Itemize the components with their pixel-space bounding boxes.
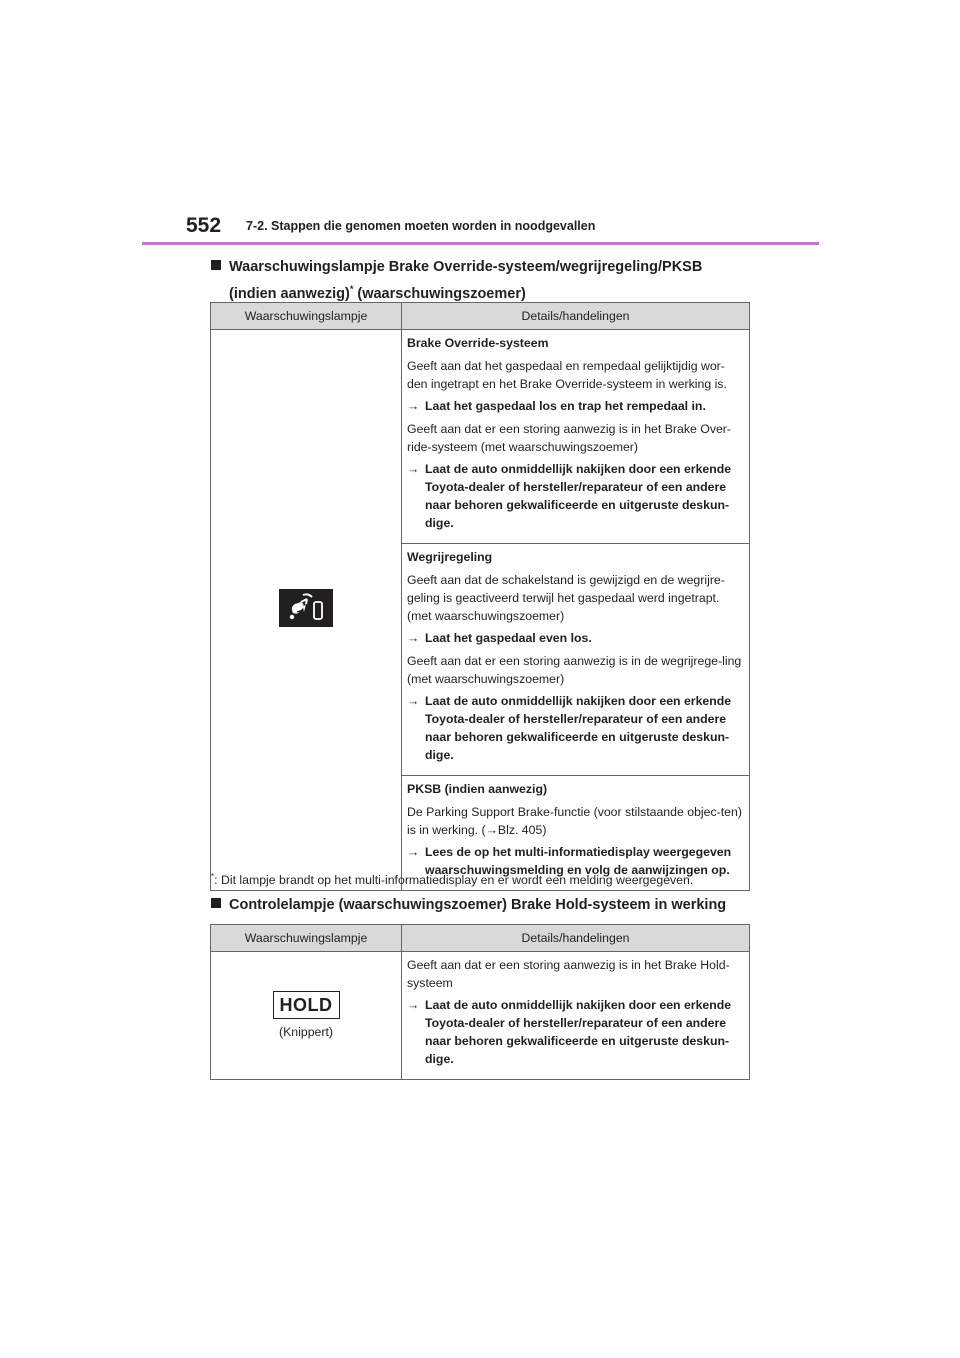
col-header-lamp: Waarschuwingslampje: [211, 303, 402, 330]
warning-table-1: [210, 302, 750, 891]
section-title-2: Controlelampje (waarschuwingszoemer) Brake Hold-systeem in werking: [211, 894, 726, 916]
page-reference-link[interactable]: Blz. 405): [497, 823, 547, 837]
warning-table-2: [210, 924, 750, 1080]
lamp-cell: [211, 952, 402, 1080]
details-wegrijregeling: Wegrijregeling Geeft aan dat de schakelstand is gewijzigd en de wegrijre-geling is geactiveerd terwijl het gaspedaal werd ingetrapt. (met waarschuwingszoemer) → Laat het gaspedaal even los. Geeft aan dat er een storing aanwezig is in de wegrijrege-ling (met waarschuwingszoemer) → Laat de auto onmiddellijk nakijken door een erkende Toyota-dealer of hersteller/reparateur of een andere naar behoren gekwalificeerde en uitgeruste deskun-dige.: [402, 544, 750, 776]
brake-hold-indicator-icon: HOLD: [273, 991, 340, 1019]
section-title-1: Waarschuwingslampje Brake Override-systeem/wegrijregeling/PKSB (indien aanwezig)* (waarschuwingszoemer): [211, 256, 702, 305]
bullet-square-icon: [211, 898, 221, 908]
brake-override-warning-icon: [279, 589, 333, 627]
col-header-details: Details/handelingen: [402, 925, 750, 952]
arrow-icon: →: [407, 845, 420, 859]
details-brake-override: Brake Override-systeem Geeft aan dat het gaspedaal en rempedaal gelijktijdig wor-den ingetrapt en het Brake Override-systeem in werking is. → Laat het gaspedaal los en trap het rempedaal in. Geeft aan dat er een storing aanwezig is in het Brake Over-ride-systeem (met waarschuwingszoemer) → Laat de auto onmiddellijk nakijken door een erkende Toyota-dealer of hersteller/reparateur of een andere naar behoren gekwalificeerde en uitgeruste deskun-dige.: [402, 330, 750, 544]
lamp-cell: [211, 330, 402, 891]
details-pksb: PKSB (indien aanwezig) De Parking Support Brake-functie (voor stilstaande objec-ten) is in werking. (→Blz. 405) → Lees de op het multi-informatiedisplay weergegeven waarschuwingsmelding en volg de aanwijzingen op.: [402, 776, 750, 891]
arrow-icon: →: [407, 694, 420, 708]
header-rule: [142, 242, 819, 245]
arrow-icon: →: [407, 399, 420, 413]
details-brake-hold: Geeft aan dat er een storing aanwezig is in het Brake Hold-systeem → Laat de auto onmiddellijk nakijken door een erkende Toyota-dealer of hersteller/reparateur of een andere naar behoren gekwalificeerde en uitgeruste deskun-dige.: [402, 952, 750, 1080]
col-header-details: Details/handelingen: [402, 303, 750, 330]
arrow-icon: →: [407, 631, 420, 645]
page-number: 552: [186, 214, 222, 237]
footnote: *: Dit lampje brandt op het multi-informatiedisplay en er wordt een melding weergegeven.: [211, 872, 694, 888]
icon-caption: (Knippert): [279, 1024, 333, 1039]
arrow-icon: →: [407, 998, 420, 1012]
arrow-icon: →: [407, 462, 420, 476]
bullet-square-icon: [211, 260, 221, 270]
chapter-title: 7-2. Stappen die genomen moeten worden in noodgevallen: [246, 219, 596, 233]
col-header-lamp: Waarschuwingslampje: [211, 925, 402, 952]
